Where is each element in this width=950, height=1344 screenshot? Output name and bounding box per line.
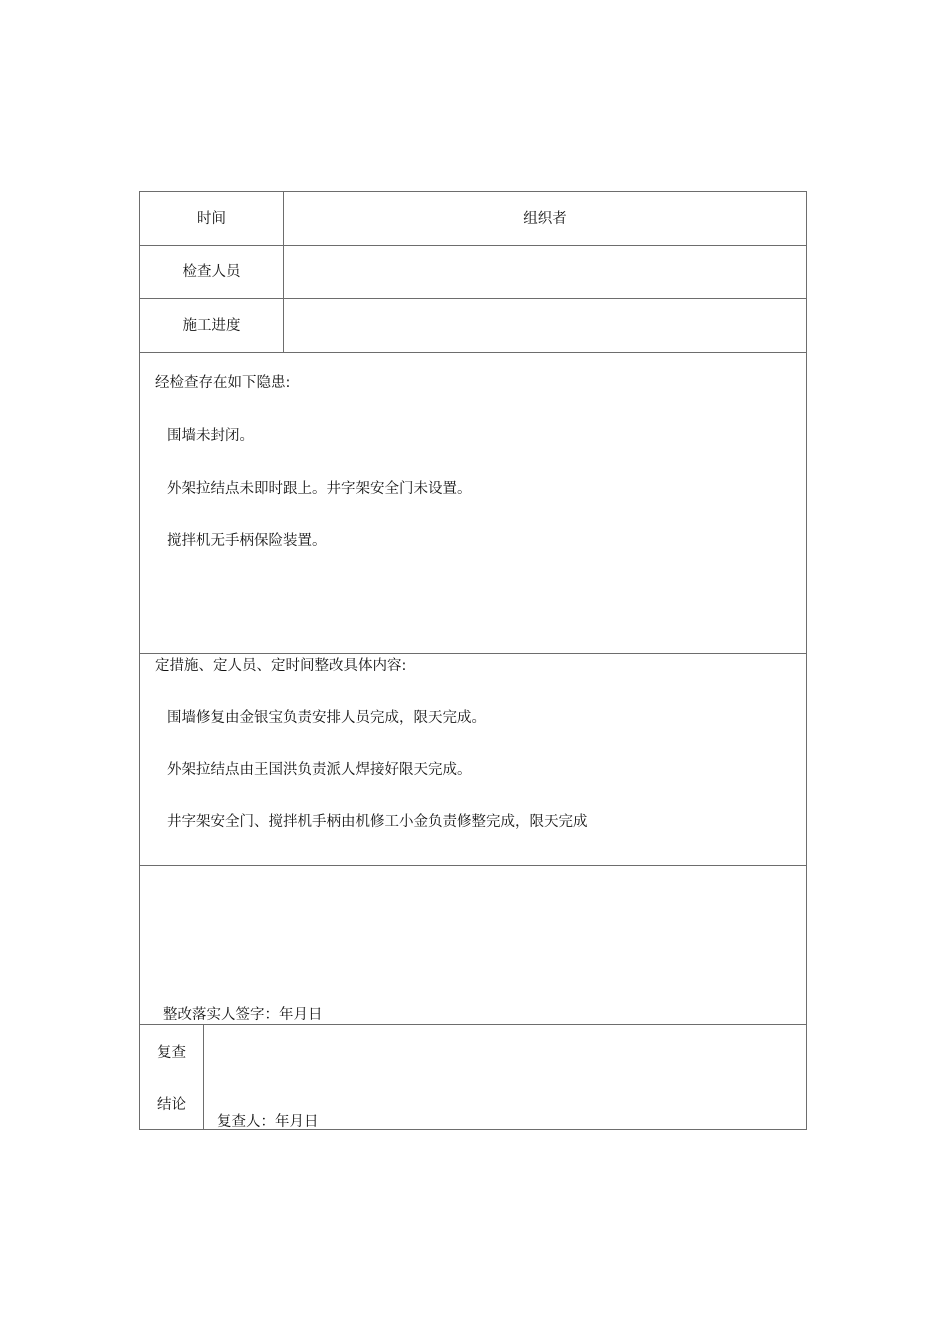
row-divider (140, 352, 806, 353)
inspectors-label: 检查人员 (182, 264, 241, 280)
inspection-form (139, 191, 807, 1130)
hazard-item: 搅拌机无手柄保险装置。 (167, 533, 327, 549)
measure-item: 井字架安全门、搅拌机手柄由机修工小金负责修整完成，限天完成 (167, 814, 588, 830)
row-divider (140, 865, 806, 866)
row-divider (140, 1024, 806, 1025)
progress-label: 施工进度 (182, 318, 241, 334)
row-divider (140, 298, 806, 299)
rectifier-signature: 整改落实人签字：年月日 (163, 1007, 323, 1023)
row-divider (140, 245, 806, 246)
measures-title: 定措施、定人员、定时间整改具体内容: (155, 658, 407, 674)
measure-item: 围墙修复由金银宝负责安排人员完成，限天完成。 (167, 710, 486, 726)
review-label-top: 复查 (157, 1045, 186, 1061)
organizer-label: 组织者 (523, 211, 567, 227)
reviewer-signature: 复查人：年月日 (217, 1114, 319, 1130)
review-label-bottom: 结论 (157, 1097, 186, 1113)
row-divider (140, 653, 806, 654)
measure-item: 外架拉结点由王国洪负责派人焊接好限天完成。 (167, 762, 472, 778)
hazard-item: 围墙未封闭。 (167, 428, 254, 444)
time-label: 时间 (197, 211, 226, 227)
hazard-item: 外架拉结点未即时跟上。井字架安全门未设置。 (167, 481, 472, 497)
column-divider (203, 1024, 204, 1129)
hazards-title: 经检查存在如下隐患: (155, 375, 291, 391)
